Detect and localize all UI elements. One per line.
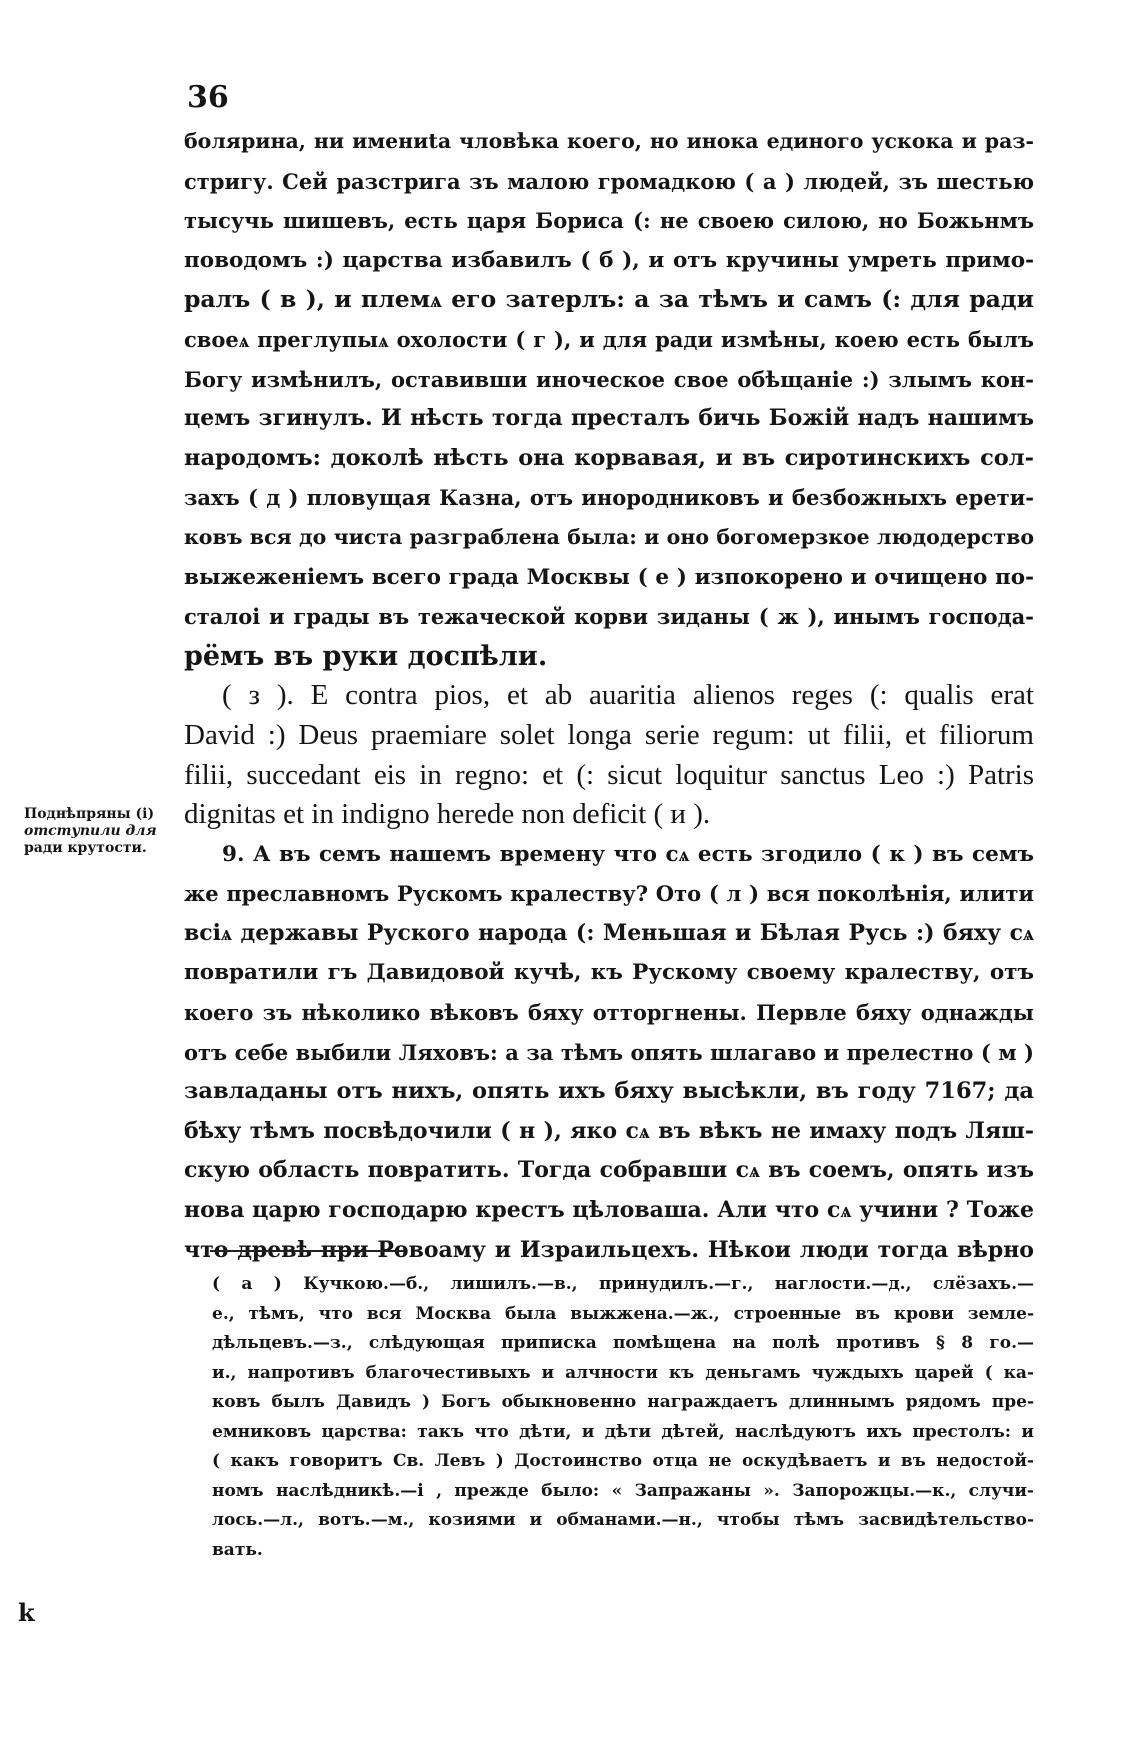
latin-line: filii, succedant eis in regno: et (: sicut loquitur sanctus Leo :) Patris bbox=[184, 758, 1034, 791]
margin-note-line: ради крутости. bbox=[24, 840, 147, 856]
margin-note-line: Поднѣпряны (і) bbox=[24, 806, 155, 822]
latin-line: ( з ). E contra pios, et ab auaritia alienos reges (: qualis erat bbox=[222, 679, 1034, 712]
footnote-line: ( а ) Кучкою.—б., лишилъ.—в., принудилъ.—г., наглости.—д., слёзахъ.— bbox=[212, 1274, 1034, 1294]
text-line: народомъ: доколѣ нѣсть она корвавая, и въ сиротинскихъ сол- bbox=[184, 444, 1034, 471]
footnote-divider bbox=[210, 1250, 405, 1252]
text-line: нова царю господарю крестъ цѣловаша. Али что сѧ учини ? Тоже bbox=[184, 1197, 1034, 1224]
text-line: цемъ згинулъ. И нѣсть тогда престалъ бичь Божій надъ нашимъ bbox=[184, 405, 1034, 432]
footnote-line: е., тѣмъ, что вся Москва была выжжена.—ж., строенные въ крови земле- bbox=[212, 1303, 1034, 1324]
page-number: 36 bbox=[187, 80, 229, 115]
text-line: болярина, ни имениta чловѣка коего, но инока единого ускока и раз- bbox=[184, 129, 1034, 153]
text-line: 9. А въ семъ нашемъ времену что сѧ есть згодило ( к ) въ семъ bbox=[222, 841, 1034, 867]
footnote-line: ковъ былъ Давидъ ) Богъ обыкновенно награждаетъ длиннымъ рядомъ пре- bbox=[212, 1392, 1034, 1412]
corner-mark: k bbox=[18, 1598, 35, 1627]
latin-line: dignitas et in indigno herede non deficit ( и ). bbox=[184, 798, 711, 831]
footnotes bbox=[212, 1270, 1034, 1565]
text-line: отъ себе выбили Ляховъ: а за тѣмъ опять шлагаво и прелестно ( м ) bbox=[184, 1039, 1034, 1065]
text-line: ковъ вся до чиста разграблена была: и оно богомерзкое людодерство bbox=[184, 524, 1034, 549]
footnote-line: дѣльцевъ.—з., слѣдующая приписка помѣщена на полѣ противъ § 8 го.— bbox=[212, 1333, 1034, 1353]
margin-note-line: отступили для bbox=[24, 823, 157, 839]
text-line: же преславномъ Рускомъ кралеству? Ото ( л ) вся поколѣнія, илити bbox=[184, 881, 1034, 907]
text-line: бѣху тѣмъ посвѣдочили ( н ), яко сѧ въ вѣкъ не имаху подъ Ляш- bbox=[184, 1117, 1034, 1144]
text-line: захъ ( д ) пловущая Казна, отъ инородниковъ и безбожныхъ ерети- bbox=[184, 485, 1034, 511]
text-line: ралъ ( в ), и племѧ его затерлъ: а за тѣмъ и самъ (: для ради bbox=[184, 285, 1034, 314]
text-line: коего зъ нѣколико вѣковъ бяху отторгнены. Первле бяху однажды bbox=[184, 1000, 1034, 1026]
text-line: рёмъ въ руки доспѣли. bbox=[184, 640, 548, 672]
text-line: поводомъ :) царства избавилъ ( б ), и отъ кручины умреть примо- bbox=[184, 247, 1034, 273]
main-text bbox=[184, 122, 1034, 1270]
footnote-line: ( какъ говоритъ Св. Левъ ) Достоинство отца не оскудѣваетъ и въ недостой- bbox=[212, 1451, 1034, 1471]
margin-note bbox=[24, 806, 200, 857]
text-line: скую область повратить. Тогда собравши сѧ въ соемъ, опять изъ bbox=[184, 1157, 1034, 1184]
latin-line: David :) Deus praemiare solet longa serie regum: ut filii, et filiorum bbox=[184, 718, 1034, 751]
text-line: тысучь шишевъ, есть царя Бориса (: не своею силою, но Божьнмъ bbox=[184, 208, 1034, 234]
text-line: что древѣ при Ровоаму и Израильцехъ. Нѣкои люди тогда вѣрно bbox=[184, 1236, 1034, 1263]
text-line: повратили гъ Давидовой кучѣ, къ Рускому своему кралеству, отъ bbox=[184, 960, 1034, 986]
footnote-line: емниковъ царства: такъ что дѣти, и дѣти дѣтей, наслѣдуютъ ихъ престолъ: и bbox=[212, 1421, 1034, 1442]
text-line: Богу измѣнилъ, оставивши иноческое свое обѣщаніе :) злымъ кон- bbox=[184, 366, 1034, 392]
text-line: стригу. Сей разстрига зъ малою громадкою ( а ) людей, зъ шестью bbox=[184, 168, 1034, 194]
footnote-line: и., напротивъ благочестивыхъ и алчности къ деньгамъ чуждыхъ царей ( ка- bbox=[212, 1362, 1034, 1383]
text-line: завладаны отъ нихъ, опять ихъ бяху высѣкли, въ году 7167; да bbox=[184, 1078, 1034, 1105]
footnote-line: номъ наслѣдникѣ.—і , прежде было: « Запражаны ». Запорожцы.—к., случи- bbox=[212, 1480, 1034, 1501]
text-line: выжеженіемъ всего града Москвы ( е ) изпокорено и очищено по- bbox=[184, 564, 1034, 590]
footnote-line: вать. bbox=[212, 1539, 263, 1560]
text-line: своеѧ преглупыѧ охолости ( г ), и для ради измѣны, коею есть былъ bbox=[184, 326, 1034, 352]
text-line: всіѧ державы Руского народа (: Меньшая и Бѣлая Русь :) бяху сѧ bbox=[184, 919, 1034, 946]
text-line: сталоі и грады въ тежаческой корви зиданы ( ж ), инымъ господа- bbox=[184, 604, 1034, 630]
footnote-line: лось.—л., вотъ.—м., козиями и обманами.—н., чтобы тѣмъ засвидѣтельство- bbox=[212, 1510, 1034, 1530]
